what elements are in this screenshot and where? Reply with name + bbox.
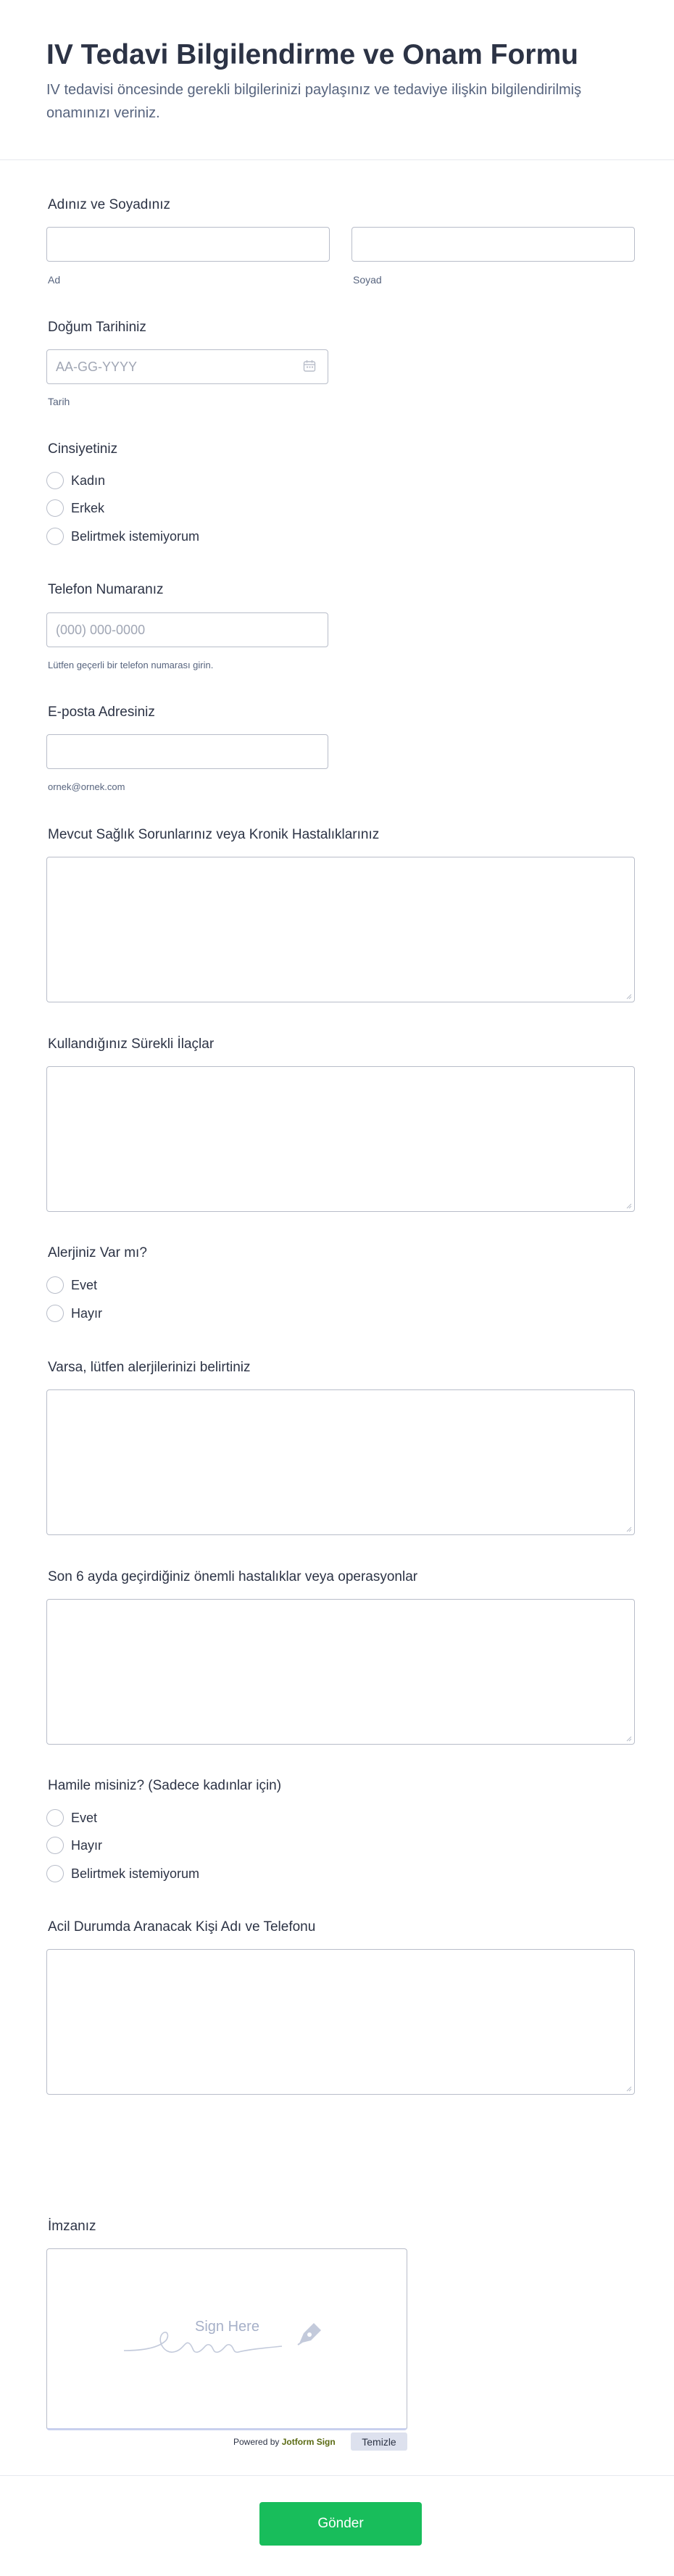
phone-sublabel: Lütfen geçerli bir telefon numarası girin. — [48, 660, 214, 670]
last-name-input[interactable] — [351, 227, 635, 262]
pregnancy-option-yes[interactable] — [46, 1807, 97, 1829]
medications-textarea[interactable] — [46, 1066, 635, 1212]
pen-icon — [295, 2319, 327, 2348]
resize-grip-icon[interactable] — [625, 1202, 632, 1209]
last-name-sublabel: Soyad — [353, 274, 382, 286]
radio-label: Belirtmek istemiyorum — [71, 1866, 200, 1881]
resize-grip-icon[interactable] — [625, 1734, 632, 1742]
signature-placeholder: Sign Here — [195, 2319, 259, 2335]
birthdate-input[interactable] — [46, 349, 328, 384]
gender-option-erkek[interactable] — [46, 497, 104, 519]
radio-circle[interactable] — [46, 1305, 64, 1322]
radio-label: Hayır — [71, 1305, 103, 1321]
allergy-option-no[interactable] — [46, 1302, 102, 1324]
health-issues-textarea[interactable] — [46, 857, 635, 1002]
resize-grip-icon[interactable] — [625, 1525, 632, 1532]
recent-history-label: Son 6 ayda geçirdiğiniz önemli hastalıklar veya operasyonlar — [48, 1569, 418, 1584]
first-name-sublabel: Ad — [48, 274, 61, 286]
radio-circle[interactable] — [46, 499, 64, 517]
allergy-details-label: Varsa, lütfen alerjilerinizi belirtiniz — [48, 1360, 251, 1375]
radio-circle[interactable] — [46, 1276, 64, 1294]
allergy-details-textarea[interactable] — [46, 1389, 635, 1535]
pregnancy-option-no[interactable] — [46, 1835, 102, 1856]
email-sublabel: ornek@ornek.com — [48, 781, 125, 792]
form-description: IV tedavisi öncesinde gerekli bilgilerinizi paylaşınız ve tedaviye ilişkin bilgilendirilmiş onamınızı veriniz. — [46, 82, 582, 121]
radio-label: Kadın — [71, 473, 106, 488]
health-issues-label: Mevcut Sağlık Sorunlarınız veya Kronik Hastalıklarınız — [48, 827, 380, 842]
medications-label: Kullandığınız Sürekli İlaçlar — [48, 1036, 215, 1052]
phone-input[interactable] — [46, 612, 328, 647]
radio-label: Evet — [71, 1277, 98, 1292]
resize-grip-icon[interactable] — [625, 992, 632, 1000]
clear-signature-button[interactable]: Temizle — [351, 2432, 407, 2451]
form-header — [0, 0, 674, 160]
pregnancy-option-unspecified[interactable] — [46, 1863, 199, 1885]
radio-circle[interactable] — [46, 1809, 64, 1827]
resize-grip-icon[interactable] — [625, 2085, 632, 2092]
recent-history-textarea[interactable] — [46, 1599, 635, 1745]
name-label: Adınız ve Soyadınız — [48, 197, 170, 212]
radio-label: Erkek — [71, 500, 105, 515]
first-name-input[interactable] — [46, 227, 330, 262]
radio-label: Evet — [71, 1810, 98, 1825]
radio-circle[interactable] — [46, 1837, 64, 1854]
birthdate-sublabel: Tarih — [48, 396, 70, 407]
signature-pad[interactable] — [46, 2248, 407, 2430]
powered-brand: Jotform Sign — [281, 2437, 336, 2447]
emergency-contact-label: Acil Durumda Aranacak Kişi Adı ve Telefonu — [48, 1919, 316, 1935]
calendar-icon[interactable] — [303, 360, 316, 373]
emergency-contact-textarea[interactable] — [46, 1949, 635, 2095]
radio-label: Belirtmek istemiyorum — [71, 528, 200, 544]
allergy-option-yes[interactable] — [46, 1274, 97, 1296]
form-title: IV Tedavi Bilgilendirme ve Onam Formu — [46, 39, 578, 70]
gender-option-kadin[interactable] — [46, 470, 105, 491]
gender-option-unspecified[interactable] — [46, 525, 199, 547]
radio-label: Hayır — [71, 1837, 103, 1853]
email-input[interactable] — [46, 734, 328, 769]
phone-label: Telefon Numaranız — [48, 582, 164, 597]
powered-prefix: Powered by — [233, 2437, 280, 2447]
gender-label: Cinsiyetiniz — [48, 441, 118, 457]
birthdate-label: Doğum Tarihiniz — [48, 320, 146, 335]
radio-circle[interactable] — [46, 528, 64, 545]
powered-by — [233, 2437, 336, 2447]
allergy-label: Alerjiniz Var mı? — [48, 1245, 147, 1260]
signature-label: İmzanız — [48, 2219, 96, 2234]
submit-button[interactable]: Gönder — [259, 2502, 422, 2546]
pregnancy-label: Hamile misiniz? (Sadece kadınlar için) — [48, 1778, 282, 1793]
radio-circle[interactable] — [46, 472, 64, 489]
email-label: E-posta Adresiniz — [48, 705, 155, 720]
radio-circle[interactable] — [46, 1865, 64, 1882]
